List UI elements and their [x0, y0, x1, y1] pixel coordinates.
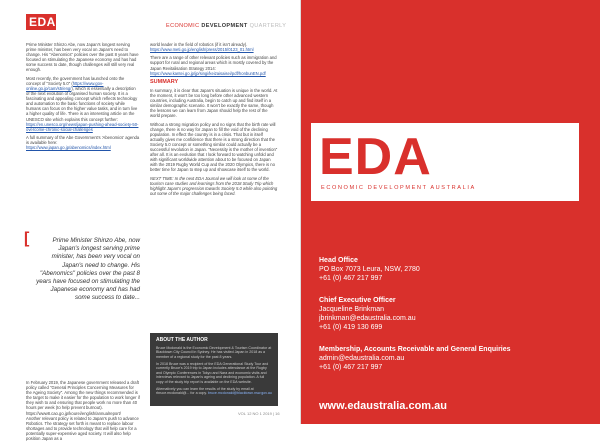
ceo-phone: +61 (0) 419 130 699 [319, 324, 383, 331]
ceo-name: Jacqueline Brinkman [319, 306, 384, 313]
head-office-label: Head Office [319, 257, 358, 264]
society5-link[interactable]: https://www.gov-online.go.jp/cam/s5/eng/ [26, 80, 104, 91]
head-office-phone: +61 (0) 467 217 997 [319, 275, 383, 282]
ceo-contact [319, 296, 416, 332]
paragraph [26, 135, 140, 150]
unesco-link[interactable]: https://en.unesco.org/news/japan-pushing-ahead-society-50-overcome-chronic-social-challenges [26, 121, 139, 132]
journal-title [166, 23, 286, 29]
title-quarterly: QUARTERLY [249, 23, 287, 29]
title-development: DEVELOPMENT [201, 23, 248, 29]
about-paragraph: Bruce Mcdonald is the Economic Development & Tourism Coordinator at Blacktown City Council in Sydney. He has visited Japan in 2018 as a member of a regional study for the past 8 years. [156, 345, 272, 359]
paragraph [26, 380, 140, 416]
paragraph-text: In February 2019, the Japanese government released a draft policy called "General Principles Concerning Measures for the Ageing Society". Among the new things recommended is the target to make it easier for the population to work longer if they wish to and ensuring that people work no more than 40 hours per week (to help prevent burnout). [26, 380, 140, 411]
ceo-email[interactable]: jbrinkman@edaustralia.com.au [319, 315, 416, 322]
paragraph [150, 42, 278, 52]
author-email-link[interactable]: bruce.mcdonald@blacktown.nsw.gov.au [207, 391, 272, 396]
paragraph-text: Most recently, the government has launched onto the concept of "Society 5.0" ( [26, 75, 125, 86]
about-paragraph [156, 387, 272, 396]
membership-email[interactable]: admin@edaustralia.com.au [319, 355, 405, 362]
eda-logo-small: EDA [26, 14, 56, 30]
abenomics-link[interactable]: https://www.japan.go.jp/abenomics/index.html [26, 145, 111, 151]
head-office-contact [319, 256, 420, 283]
paragraph: Prime Minister Shinzo Abe, now Japan's longest serving prime minister, has been very vocal on Japan's need to change. His "Abenomics" policies over the past 8 years have focused on stimulating the Japanese economy and has had some success to date, though challenges will still very real enough. [26, 42, 139, 73]
paragraph: In summary, it is clear that Japan's situation is unique in the world. At the moment, it won't be too long before other advanced western countries, including Australia, begin to catch up and find itself in a similar demographic scenario. It won't be exactly the same, though the lessons we can learn from Japan should help the rest of the world prepare. [150, 87, 278, 119]
article-column-left-bottom [26, 380, 140, 441]
ceo-label: Chief Executive Officer [319, 297, 396, 304]
revitalisation-link[interactable]: https://www.kantei.go.jp/jp/singi/keizaisaisei/pdf/honbunEN.pdf [150, 70, 266, 76]
about-text: Alternatively you can learn the results of the study by email at rbruce.mcdonald@... for a copy. [156, 386, 254, 396]
paragraph: Another relevant policy is related to Japan's push to advance Robotics. The strategy set forth is meant to replace labour shortages and to provide technology that will help care for a potentially super-expensive aged society. It will also help position Japan as a [26, 415, 139, 441]
robotics-link[interactable]: https://www.meti.go.jp/english/press/2015/0123_01.html [150, 47, 254, 53]
paragraph-text: There are a range of other relevant policies such as immigration and support for rural and regional areas which is mostly covered by the Japan Revitalisation Strategy 2014: [150, 55, 277, 71]
about-paragraph: In 2018 Bruce was a recipient of the EDA Generational Study Tour and currently Bruce's 2019 trip to Japan includes attendance at the Rugby and Olympic Conferences in Tokyo and Nara and economic visits and interviews relevant to Japan's ageing and declining population. A full copy of the study trip report is available on the EDA website. [156, 361, 269, 384]
quote-bracket-icon: [ [24, 230, 30, 247]
website-link[interactable]: www.edaustralia.com.au [319, 400, 447, 412]
paragraph [26, 76, 140, 132]
page-footer: VOL 12 NO 1 2019 | 16 [238, 411, 280, 416]
about-author-box [150, 333, 278, 406]
summary-heading: SUMMARY [150, 78, 179, 85]
membership-label: Membership, Accounts Receivable and General Enquiries [319, 346, 511, 353]
paragraph-text: ), which is essentially a description of the next evolution of organised human society. It is a fascinating and appealing concept which reflects technology and automation to the basic functions of society while humans can focus on the higher value tasks, and in turn live a higher quality of life. There is an interesting article on the UNESCO site which explains this concept further: [26, 85, 138, 122]
article-column-left [26, 42, 140, 153]
about-author-title: ABOUT THE AUTHOR [156, 337, 208, 343]
next-time-note: NEXT TIME: In the next EDA Journal we will look at some of the tourism case studies and learnings from the 2018 Study Trip which highlight Japan's progression towards Society 5.0 while also pointing out some of the major challenges being faced. [150, 175, 278, 196]
paragraph [150, 55, 278, 75]
eda-logo-large [311, 123, 579, 201]
membership-phone: +61 (0) 467 217 997 [319, 364, 383, 371]
logo-tagline: ECONOMIC DEVELOPMENT AUSTRALIA [321, 185, 476, 191]
article-column-right [150, 42, 278, 199]
head-office-address: PO Box 7073 Leura, NSW, 2780 [319, 266, 420, 273]
paragraph-text: world leader in the field of robotics (if it isn't already). [150, 42, 248, 47]
ageing-policy-link[interactable]: https://www8.cao.go.jp/kourei/english/annualreport/ [26, 410, 121, 416]
paragraph: Without a strong migration policy and no signs that the birth rate will change, there is no way for Japan to fill the void of the declining population. In effect the country is in a crisis. That but in itself actually gives me confidence that there is a strong direction that the Society 5.0 concept or something similar could actually be a successful revolution in Japan. "Necessity is the mother of invention" after all. It is an evolution that I look forward to watching unfold and with significant worldwide attention about to be focused on Japan with the 2019 Rugby World Cup and the 2020 Olympics, there is no better time for Japan to step up and showcase itself to the world. [150, 121, 278, 173]
paragraph-text: A full summary of the Abe Government's 'Abenomics' agenda is available here: [26, 134, 140, 146]
title-economic: ECONOMIC [166, 23, 200, 29]
membership-contact [319, 345, 511, 372]
pull-quote: Prime Minister Shinzo Abe, now Japan's longest serving prime minister, has been very vocal on Japan's need to change. His "Abenomics" policies over the past 8 years have focused on stimulating the Japanese economy and has had some success to date... [36, 237, 140, 302]
logo-wordmark: EDA [319, 128, 432, 186]
